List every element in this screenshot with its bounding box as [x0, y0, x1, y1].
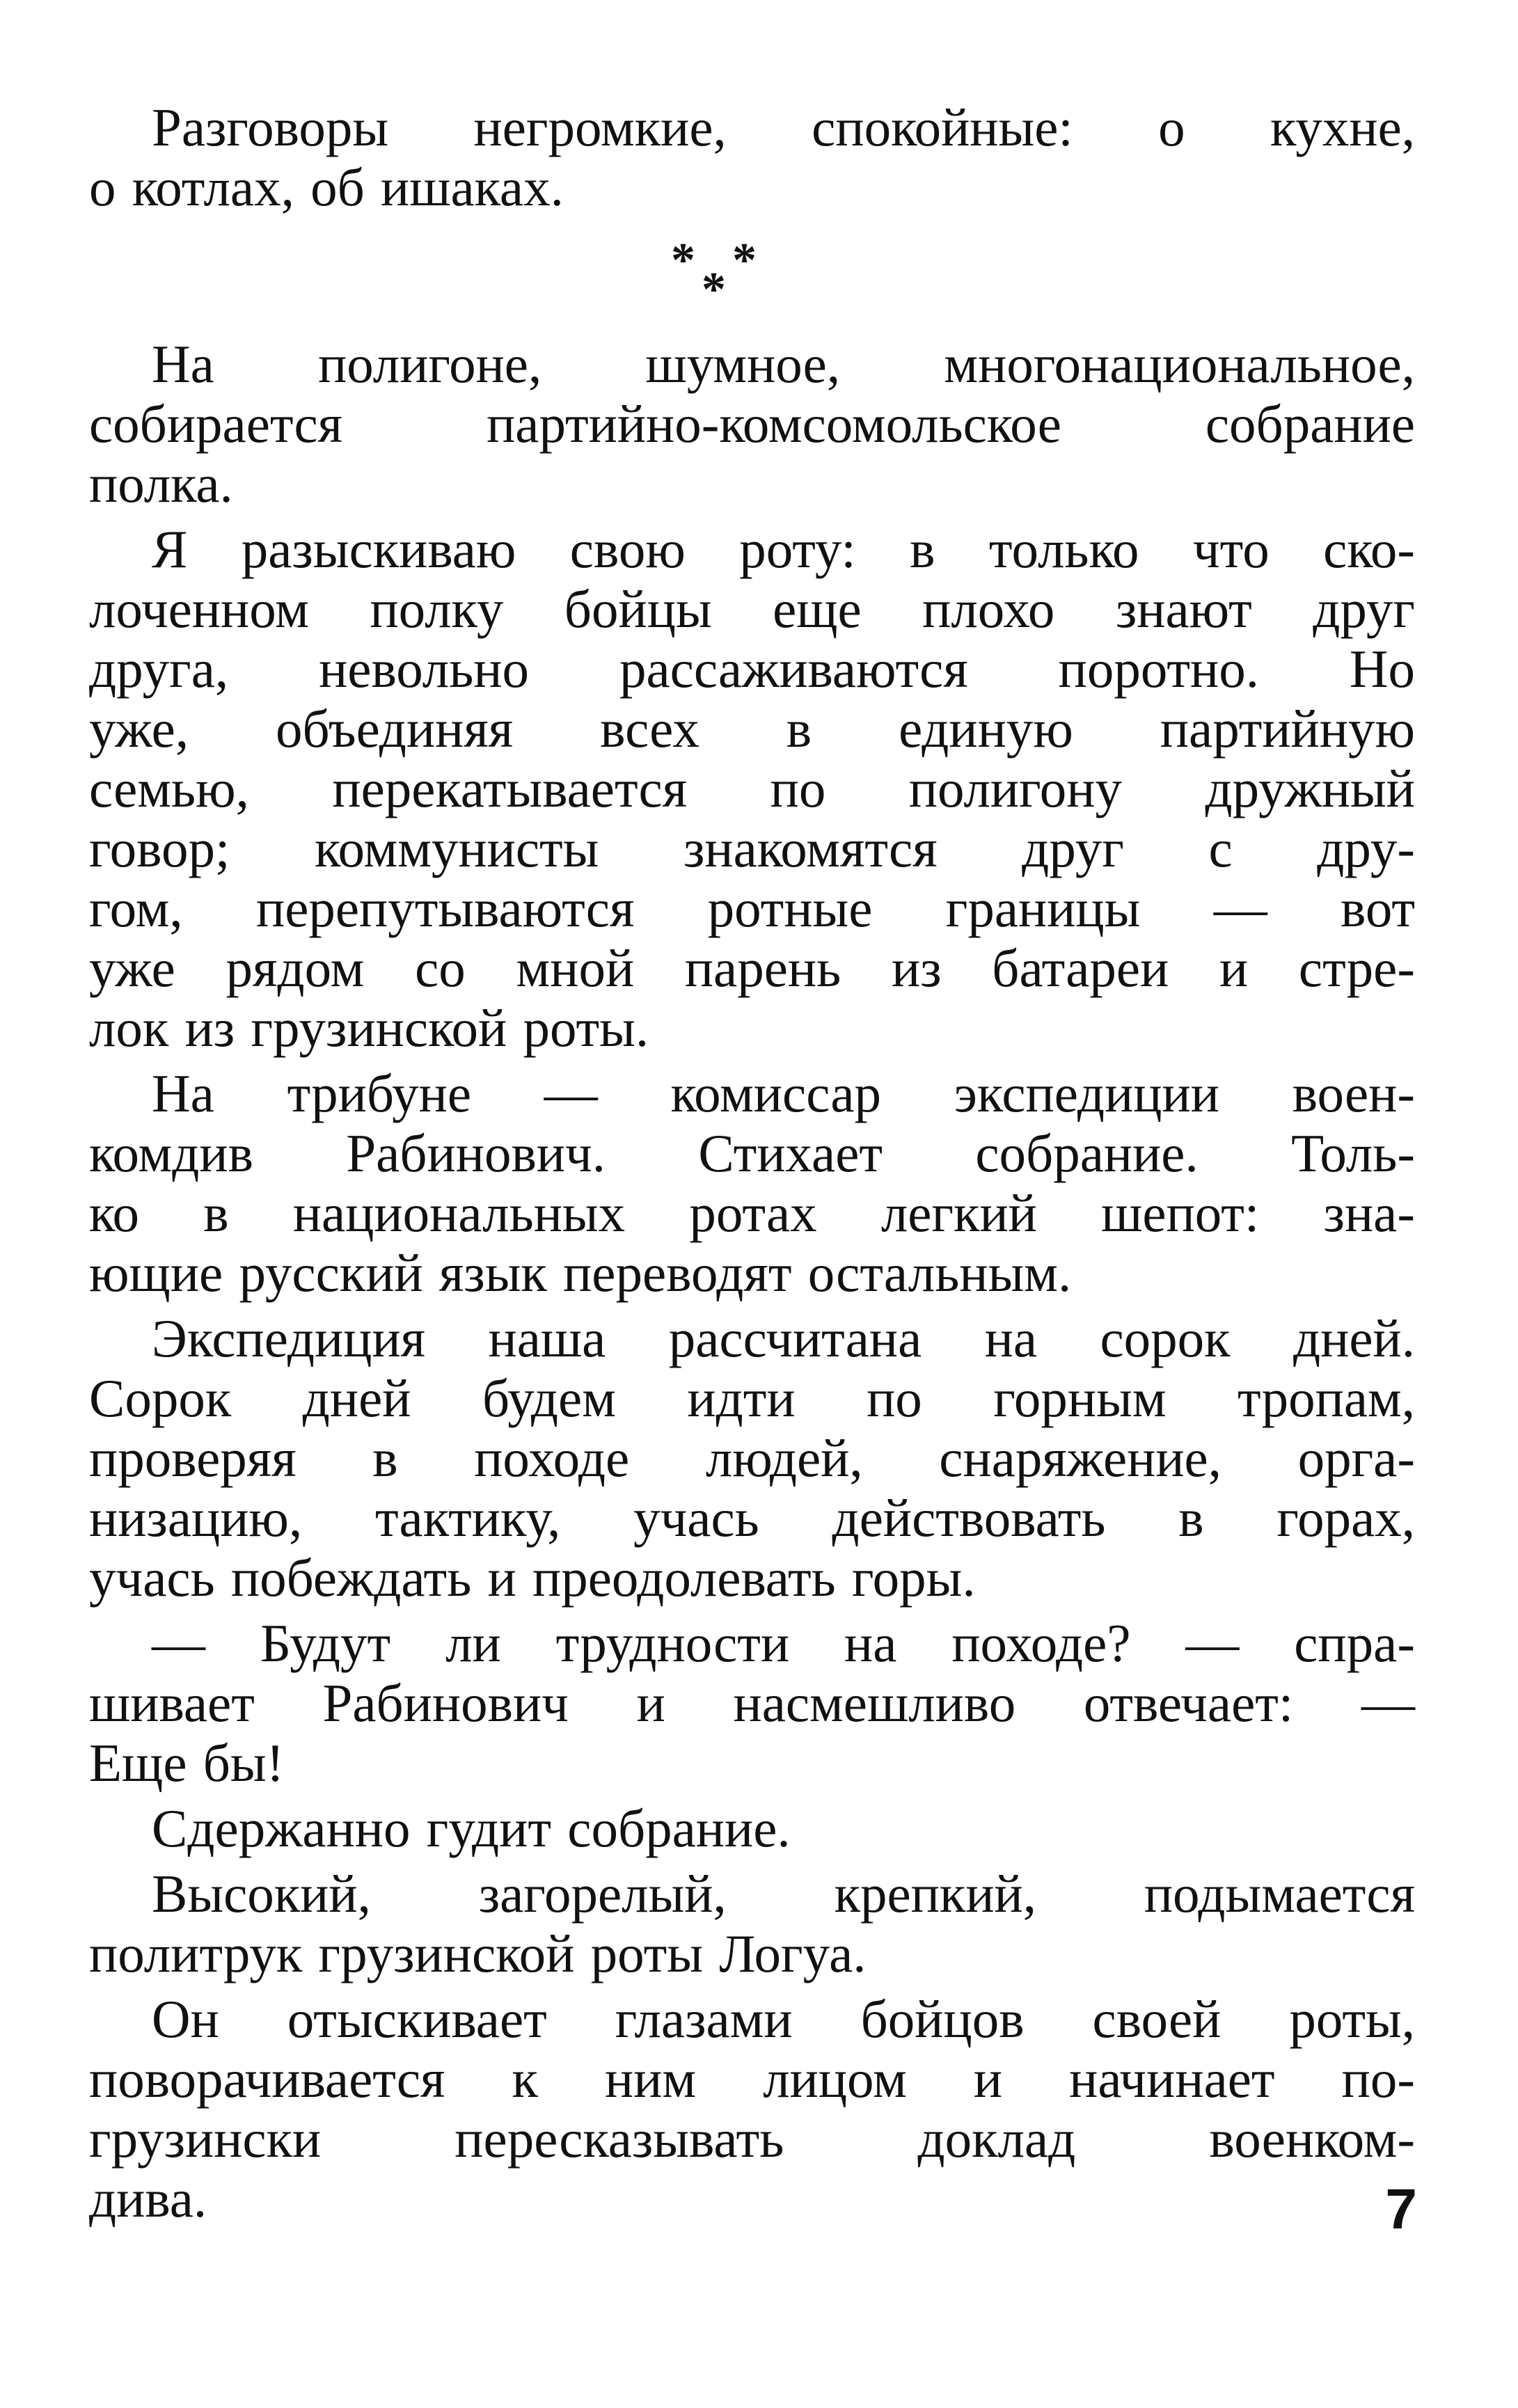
text-line: Я разыскиваю свою роту: в только что ско-: [152, 519, 1415, 579]
text-line: низацию, тактику, учась действовать в горах,: [89, 1488, 1415, 1548]
text-line: говор; коммунисты знакомятся друг с дру-: [89, 818, 1415, 878]
separator-star: *: [671, 234, 695, 287]
paragraph-4: [89, 1063, 1415, 1303]
text-line: На трибуне — комиссар экспедиции воен-: [152, 1063, 1415, 1123]
paragraph-5: [89, 1308, 1415, 1608]
paragraph-3: [89, 519, 1415, 1058]
paragraph-2: [89, 334, 1415, 514]
text-line: гом, перепутываются ротные границы — вот: [89, 878, 1415, 938]
text-line: Экспедиция наша рассчитана на сорок дней.: [152, 1308, 1415, 1368]
text-line: — Будут ли трудности на походе? — спра-: [152, 1613, 1415, 1673]
text-line: дива.: [89, 2169, 207, 2228]
page-number: 7: [1385, 2178, 1417, 2241]
section-separator: [89, 234, 1415, 320]
text-line: уже, объединяя всех в единую партийную: [89, 699, 1415, 759]
text-line: Он отыскивает глазами бойцов своей роты,: [152, 1989, 1415, 2049]
text-line: Сорок дней будем идти по горным тропам,: [89, 1368, 1415, 1428]
text-line: поворачивается к ним лицом и начинает по-: [89, 2049, 1415, 2109]
text-line: На полигоне, шумное, многонациональное,: [152, 334, 1415, 394]
text-line: друга, невольно рассаживаются поротно. Но: [89, 639, 1415, 699]
paragraph-6: [89, 1613, 1415, 1793]
paragraph-8: [89, 1864, 1415, 1983]
text-line: уже рядом со мной парень из батареи и стре-: [89, 938, 1415, 998]
text-line: учась побеждать и преодолевать горы.: [89, 1548, 976, 1608]
text-line: ющие русский язык переводят остальным.: [89, 1243, 1072, 1303]
text-line: комдив Рабинович. Стихает собрание. Толь-: [89, 1123, 1415, 1183]
text-line: политрук грузинской роты Логуа.: [89, 1924, 867, 1983]
text-line: собирается партийно-комсомольское собрание: [89, 394, 1415, 454]
text-body: [89, 97, 1415, 2234]
text-line: Высокий, загорелый, крепкий, подымается: [152, 1864, 1415, 1924]
separator-star: *: [732, 234, 757, 287]
paragraph-1: [89, 97, 1415, 217]
text-line: полка.: [89, 454, 233, 514]
text-line: о котлах, об ишаках.: [89, 157, 564, 217]
text-line: Разговоры негромкие, спокойные: о кухне,: [152, 97, 1415, 157]
text-line: шивает Рабинович и насмешливо отвечает: —: [89, 1673, 1415, 1733]
text-line: лок из грузинской роты.: [89, 998, 649, 1058]
text-line: семью, перекатывается по полигону дружный: [89, 759, 1415, 818]
paragraph-9: [89, 1989, 1415, 2228]
paragraph-7: [89, 1798, 1415, 1858]
text-line: проверяя в походе людей, снаряжение, орга-: [89, 1428, 1415, 1488]
text-line: лоченном полку бойцы еще плохо знают друг: [89, 579, 1415, 639]
separator-star: *: [702, 263, 726, 317]
text-line: ко в национальных ротах легкий шепот: зна-: [89, 1183, 1415, 1243]
text-line: Еще бы!: [89, 1733, 285, 1793]
text-line: грузински пересказывать доклад военком-: [89, 2109, 1415, 2169]
text-line: Сдержанно гудит собрание.: [152, 1798, 791, 1858]
